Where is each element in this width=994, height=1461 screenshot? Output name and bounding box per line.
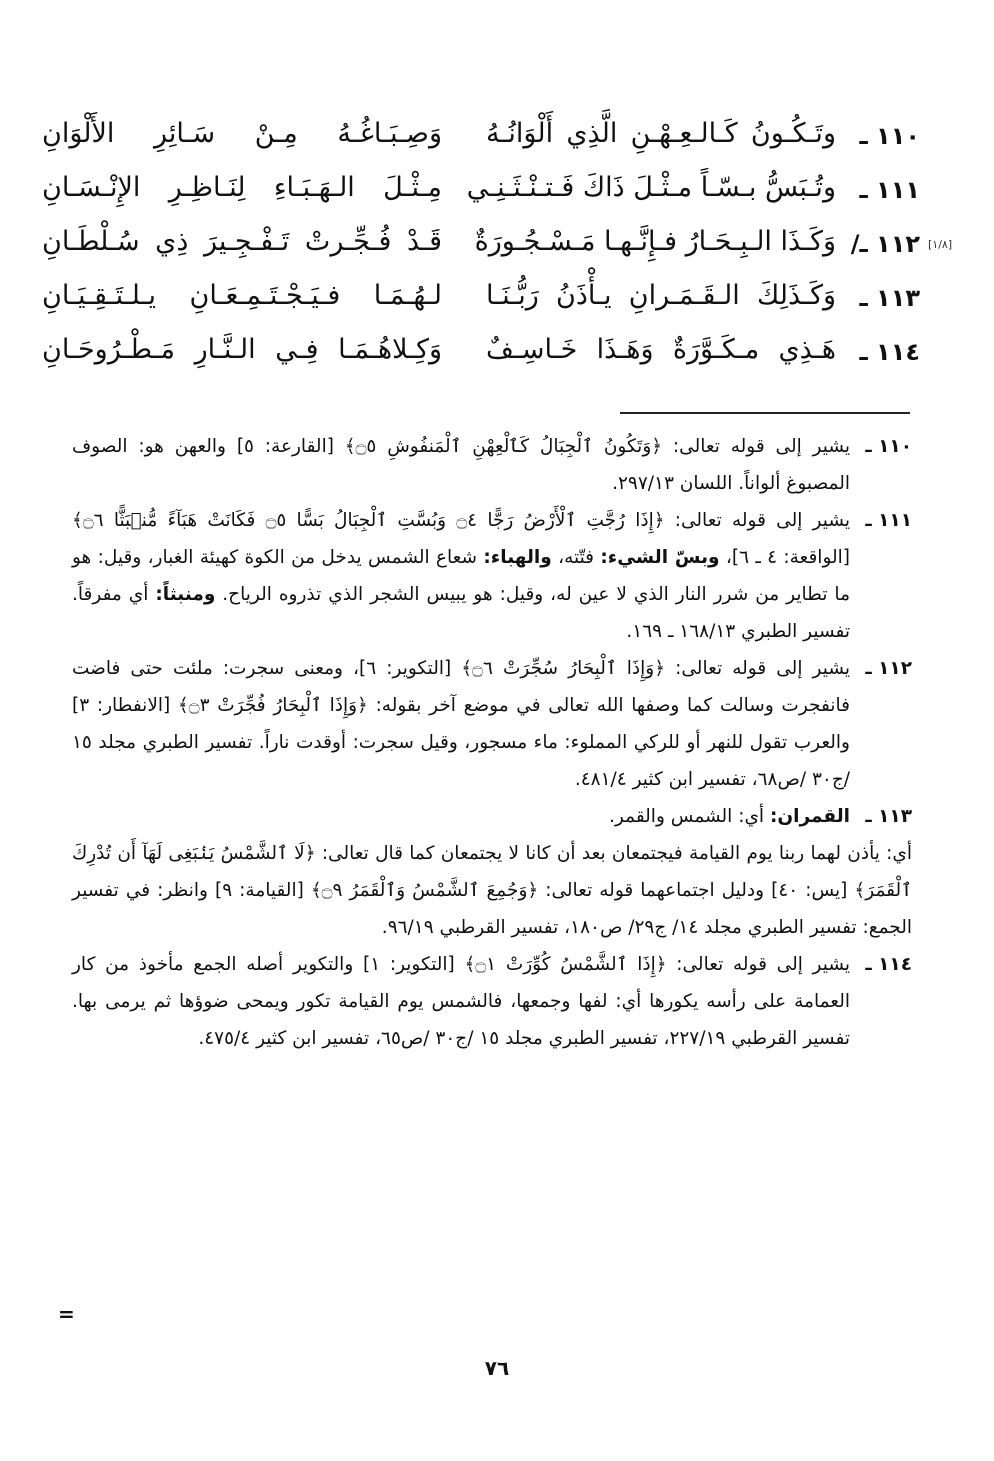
footnote-text: شعاع الشمس يدخل من الكوة كهيئة الغبار، وقيل: هو ما تطاير من شرر النار الذي لا عين له، وقيل: هو يبيس الشجر الذي تذروه الرياح. bbox=[72, 547, 850, 605]
verse-number: ١١٤ ـ bbox=[859, 338, 920, 366]
footnote-112 bbox=[72, 650, 912, 798]
footnote-separator bbox=[620, 412, 910, 414]
verse-111 bbox=[40, 164, 920, 218]
footnote-text: يشير إلى قوله تعالى: ﴿إِذَا ٱلشَّمْسُ كُوِّرَتْ ۝١﴾ [التكوير: ١] والتكوير أصله الجمع مأخوذ من كار العمامة على رأسه يكورها أي: لفها وجمعها، فالشمس يوم القيامة تكور ويمحى ضوؤها ثم يرمى بها. تفسير القرطبي ٢٢٧/١٩، تفسير الطبري مجلد ١٥ /ج٣٠ /ص٦٥، تفسير ابن كثير ٤٧٥/٤. bbox=[72, 954, 850, 1049]
verse-second-hemistich: لـهُـمَـا فـيَـجْـتَـمِـعَـانِ يـلـتَـقِـيَـانِ bbox=[42, 280, 442, 311]
footnote-number: ١١٣ ـ bbox=[865, 806, 912, 827]
footnote-113 bbox=[72, 798, 912, 835]
footnotes bbox=[72, 428, 912, 1057]
verse-number: ١١٢ ـ/ bbox=[850, 230, 920, 258]
verse-first-hemistich: وَكَـذَا الـبِـحَـارُ فـإِنَّـهـا مَـسْـجُـورَةٌ bbox=[474, 226, 836, 257]
verse-first-hemistich: وتُـبَسُّ بـسّـاً مـثْـلَ ذَاكَ فَـتـنْـثَـنِـي bbox=[466, 172, 836, 203]
footnote-number: ١١٤ ـ bbox=[865, 954, 912, 975]
manuscript-folio-marker: [١/٨] bbox=[928, 238, 953, 251]
footnote-text: يشير إلى قوله تعالى: ﴿إِذَا رُجَّتِ ٱلْأَرْضُ رَجًّا ۝٤ وَبُسَّتِ ٱلْجِبَالُ بَسًّا ۝٥ فَكَانَتْ هَبَآءً مُّنۢبَثًّا ۝٦﴾ [الواقعة: ٤ ـ ٦]، bbox=[72, 510, 850, 568]
footnote-text: فتّته، bbox=[558, 547, 594, 568]
verse-112 bbox=[40, 218, 920, 272]
footnote-text: أي: يأذن لهما ربنا يوم القيامة فيجتمعان بعد أن كانا لا يجتمعان كما قال تعالى: ﴿لَا ٱلشَّمْسُ يَنۢبَغِى لَهَآ أَن تُدْرِكَ ٱلْقَمَرَ﴾ [يس: ٤٠] ودليل اجتماعهما قوله تعالى: ﴿وَجُمِعَ ٱلشَّمْسُ وَٱلْقَمَرُ ۝٩﴾ [القيامة: ٩] وانظر: في تفسير الجمع: تفسير الطبري مجلد ١٤/ ج٢٩/ ص١٨٠، تفسير القرطبي ٩٦/١٩. bbox=[72, 843, 913, 938]
verse-110 bbox=[40, 110, 920, 164]
poem-verses bbox=[40, 110, 920, 380]
footnote-text: يشير إلى قوله تعالى: ﴿وَتَكُونُ ٱلْجِبَالُ كَٱلْعِهْنِ ٱلْمَنفُوشِ ۝٥﴾ [القارعة: ٥] والعهن هو: الصوف المصبوغ ألواناً. اللسان ٢٩٧/١٣. bbox=[72, 436, 850, 494]
footnote-number: ١١٠ ـ bbox=[865, 436, 912, 457]
verse-number: ١١١ ـ bbox=[859, 176, 920, 204]
footnote-113-continued bbox=[72, 835, 912, 946]
verse-first-hemistich: هَـذِي مـكَـوَّرَةٌ وَهَـذَا خَـاسِـفٌ bbox=[486, 334, 836, 365]
footnote-text: يشير إلى قوله تعالى: ﴿وَإِذَا ٱلْبِحَارُ سُجِّرَتْ ۝٦﴾ [التكوير: ٦]، ومعنى سجرت: ملئت حتى فاضت فانفجرت وسالت كما وصفها الله تعالى في موضع آخر بقوله: ﴿وَإِذَا ٱلْبِحَارُ فُجِّرَتْ ۝٣﴾ [الانفطار: ٣] والعرب تقول للنهر أو للركي المملوء: ماء مسجور، وقيل سجرت: أوقدت ناراً. تفسير الطبري مجلد ١٥ /ج٣٠ /ص٦٨، تفسير ابن كثير ٤٨١/٤. bbox=[72, 658, 850, 790]
verse-number: ١١٣ ـ bbox=[859, 284, 920, 312]
footnote-number: ١١٢ ـ bbox=[865, 658, 912, 679]
verse-second-hemistich: قَـدْ فُـجِّـرتْ تَـفْـجِـيرَ ذِي سُـلْطَـانِ bbox=[42, 226, 442, 257]
page-number: ٧٦ bbox=[484, 1356, 510, 1380]
verse-113 bbox=[40, 272, 920, 326]
verse-114 bbox=[40, 326, 920, 380]
footnote-114 bbox=[72, 946, 912, 1057]
footnote-111 bbox=[72, 502, 912, 650]
verse-second-hemistich: مِـثْـلَ الـهَـبَـاءِ لِنَـاظِـرِ الإِنْـسَـانِ bbox=[42, 172, 442, 203]
footnote-text: أي: الشمس والقمر. bbox=[609, 806, 765, 827]
footnote-term: القمران: bbox=[769, 806, 850, 827]
footnote-number: ١١١ ـ bbox=[865, 510, 912, 531]
verse-first-hemistich: وَكَـذَلِكَ الـقَـمَـرانِ يـأْذَنُ رَبُّـنَـا bbox=[486, 280, 836, 311]
footnote-term: والهباء: bbox=[483, 547, 552, 568]
continuation-mark: = bbox=[58, 1302, 75, 1326]
verse-number: ١١٠ ـ bbox=[859, 122, 920, 150]
verse-second-hemistich: وَكِـلاهُـمَـا فِـي الـنَّـارِ مَـطْـرُوحَـانِ bbox=[42, 334, 442, 365]
verse-first-hemistich: وتَـكُـونُ كَـالـعِـهْـنِ الَّذِي أَلْوَانُـهُ bbox=[486, 118, 836, 149]
footnote-term: وبسّ الشيء: bbox=[600, 547, 720, 568]
footnote-110 bbox=[72, 428, 912, 502]
verse-second-hemistich: وَصِـبَـاغُـهُ مِـنْ سَـائِرِ الأَلْوَانِ bbox=[42, 118, 442, 149]
footnote-term: ومنبثاً: bbox=[155, 584, 216, 605]
footnote-text: أي مفرقاً. تفسير الطبري ١٦٨/١٣ ـ ١٦٩. bbox=[72, 584, 850, 642]
